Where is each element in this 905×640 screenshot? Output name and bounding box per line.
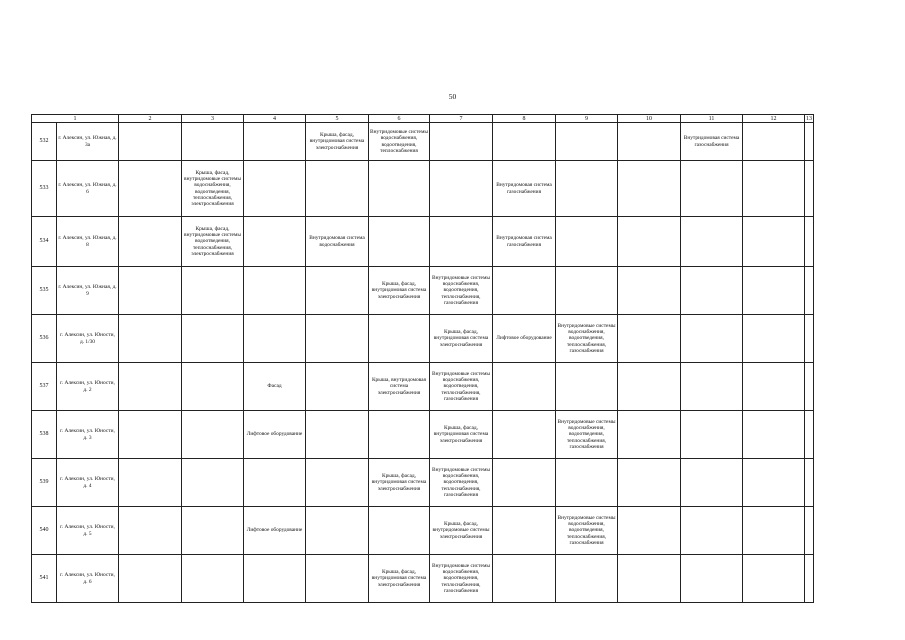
work-type-cell <box>681 315 743 363</box>
cell-text: Крыша, фасад, внутридомовая система электроснабжения <box>309 132 365 151</box>
cell-text: г. Алексин, ул. Южная, д. 3а <box>58 135 117 148</box>
cell-text: Крыша, фасад, внутридомовая система электроснабжения <box>433 329 489 348</box>
work-type-cell <box>430 267 493 315</box>
work-type-cell <box>743 459 805 507</box>
work-type-cell <box>805 507 814 555</box>
cell-text: Лифтовое оборудование <box>246 431 303 438</box>
column-number-row <box>32 115 814 123</box>
work-type-cell <box>618 363 681 411</box>
work-type-cell <box>805 459 814 507</box>
cell-text: г. Алексин, ул. Южная, д. 9 <box>58 284 117 297</box>
work-type-cell <box>306 123 369 161</box>
cell-text: г. Алексин, ул. Юности, д. 5 <box>60 524 115 537</box>
address-cell <box>57 315 119 363</box>
work-type-cell <box>182 161 244 217</box>
work-type-cell <box>556 459 618 507</box>
work-type-cell <box>493 507 556 555</box>
work-type-cell <box>119 507 182 555</box>
work-type-cell <box>743 123 805 161</box>
cell-text: Лифтовое оборудование <box>246 527 303 534</box>
work-type-cell <box>618 217 681 267</box>
work-type-cell <box>306 555 369 603</box>
work-type-cell <box>556 555 618 603</box>
table-row <box>32 363 814 411</box>
work-type-cell <box>244 459 306 507</box>
work-type-cell <box>556 267 618 315</box>
work-type-cell <box>618 123 681 161</box>
work-type-cell <box>556 363 618 411</box>
work-type-cell <box>493 363 556 411</box>
work-type-cell <box>119 411 182 459</box>
work-type-cell <box>493 315 556 363</box>
work-type-cell <box>556 123 618 161</box>
row-number-cell: 535 <box>32 267 57 315</box>
work-type-cell <box>306 161 369 217</box>
work-type-cell <box>306 363 369 411</box>
address-cell <box>57 459 119 507</box>
column-number-cell: 10 <box>618 115 681 123</box>
work-type-cell <box>805 315 814 363</box>
table-row <box>32 459 814 507</box>
work-type-cell <box>805 363 814 411</box>
row-number-cell: 536 <box>32 315 57 363</box>
work-type-cell <box>681 123 743 161</box>
cell-text: г. Алексин, ул. Южная, д. 8 <box>58 235 117 248</box>
row-number-cell: 538 <box>32 411 57 459</box>
work-type-cell <box>430 411 493 459</box>
work-type-cell <box>369 267 430 315</box>
table-row <box>32 411 814 459</box>
work-type-cell <box>618 411 681 459</box>
work-type-cell <box>493 161 556 217</box>
column-number-cell: 3 <box>182 115 244 123</box>
work-type-cell <box>681 459 743 507</box>
cell-text: г. Алексин, ул. Юности, д. 2 <box>60 380 115 393</box>
address-cell <box>57 267 119 315</box>
work-type-cell <box>119 363 182 411</box>
work-type-cell <box>182 267 244 315</box>
work-type-cell <box>182 363 244 411</box>
work-type-cell <box>743 217 805 267</box>
cell-text: Внутридомовые системы водоснабжения, водоотведения, теплоснабжения, газоснабжения <box>432 275 490 306</box>
table-row <box>32 267 814 315</box>
cell-text: Фасад <box>267 383 282 390</box>
column-number-cell: 11 <box>681 115 743 123</box>
work-type-cell <box>244 555 306 603</box>
column-number-cell: 2 <box>119 115 182 123</box>
work-type-cell <box>119 217 182 267</box>
work-type-cell <box>430 363 493 411</box>
work-type-cell <box>369 217 430 267</box>
work-type-cell <box>244 217 306 267</box>
work-type-cell <box>306 217 369 267</box>
row-number-cell: 541 <box>32 555 57 603</box>
address-cell <box>57 411 119 459</box>
table-row <box>32 161 814 217</box>
work-type-cell <box>681 161 743 217</box>
work-type-cell <box>119 459 182 507</box>
work-type-cell <box>306 507 369 555</box>
work-type-cell <box>681 555 743 603</box>
column-number-cell: 9 <box>556 115 618 123</box>
address-cell <box>57 123 119 161</box>
address-cell <box>57 555 119 603</box>
cell-text: г. Алексин, ул. Юности, д. 6 <box>60 572 115 585</box>
repair-schedule-table <box>31 114 814 603</box>
work-type-cell <box>618 161 681 217</box>
work-type-cell <box>556 161 618 217</box>
cell-text: Внутридомовая система газоснабжения <box>496 235 552 248</box>
work-type-cell <box>805 123 814 161</box>
work-type-cell <box>369 459 430 507</box>
cell-text: г. Алексин, ул. Юности, д. 1/30 <box>60 332 115 345</box>
work-type-cell <box>743 411 805 459</box>
column-number-cell: 5 <box>306 115 369 123</box>
column-number-cell: 7 <box>430 115 493 123</box>
work-type-cell <box>556 217 618 267</box>
cell-text: Крыша, фасад, внутридомовая система электроснабжения <box>371 473 427 492</box>
work-type-cell <box>369 507 430 555</box>
work-type-cell <box>244 267 306 315</box>
work-type-cell <box>493 459 556 507</box>
row-number-cell: 537 <box>32 363 57 411</box>
work-type-cell <box>182 459 244 507</box>
work-type-cell <box>743 555 805 603</box>
table-row <box>32 507 814 555</box>
row-number-cell: 539 <box>32 459 57 507</box>
work-type-cell <box>182 315 244 363</box>
work-type-cell <box>430 507 493 555</box>
work-type-cell <box>493 217 556 267</box>
work-type-cell <box>430 555 493 603</box>
work-type-cell <box>306 459 369 507</box>
work-type-cell <box>119 123 182 161</box>
cell-text: Внутридомовая система газоснабжения <box>496 182 552 195</box>
cell-text: Внутридомовая система водоснабжения <box>309 235 365 248</box>
work-type-cell <box>493 123 556 161</box>
work-type-cell <box>556 315 618 363</box>
work-type-cell <box>119 315 182 363</box>
work-type-cell <box>493 555 556 603</box>
column-number-cell: 13 <box>806 115 812 122</box>
column-number-cell: 1 <box>32 115 119 123</box>
column-number-cell: 4 <box>244 115 306 123</box>
work-type-cell <box>618 315 681 363</box>
column-number-cell: 6 <box>369 115 430 123</box>
work-type-cell <box>430 459 493 507</box>
work-type-cell <box>369 161 430 217</box>
work-type-cell <box>681 267 743 315</box>
work-type-cell <box>119 267 182 315</box>
work-type-cell <box>306 315 369 363</box>
work-type-cell <box>805 555 814 603</box>
work-type-cell <box>556 507 618 555</box>
work-type-cell <box>369 411 430 459</box>
table-row <box>32 555 814 603</box>
work-type-cell <box>493 411 556 459</box>
work-type-cell <box>430 161 493 217</box>
cell-text: г. Алексин, ул. Юности, д. 4 <box>60 476 115 489</box>
work-type-cell <box>369 315 430 363</box>
cell-text: Внутридомовые системы водоснабжения, водоотведения, теплоснабжения, газоснабжения <box>557 419 616 450</box>
work-type-cell <box>681 363 743 411</box>
address-cell <box>57 217 119 267</box>
work-type-cell <box>681 411 743 459</box>
work-type-cell <box>805 411 814 459</box>
work-type-cell <box>743 161 805 217</box>
work-type-cell <box>369 123 430 161</box>
work-type-cell <box>182 411 244 459</box>
work-type-cell <box>369 555 430 603</box>
work-type-cell <box>743 267 805 315</box>
row-number-cell: 532 <box>32 123 57 161</box>
row-number-cell: 533 <box>32 161 57 217</box>
work-type-cell <box>618 459 681 507</box>
column-number-cell: 12 <box>743 115 805 123</box>
work-type-cell <box>743 507 805 555</box>
work-type-cell <box>805 161 814 217</box>
work-type-cell <box>681 507 743 555</box>
work-type-cell <box>430 123 493 161</box>
work-type-cell <box>182 217 244 267</box>
work-type-cell <box>244 363 306 411</box>
work-type-cell <box>430 315 493 363</box>
cell-text: Внутридомовая система газоснабжения <box>683 135 740 148</box>
work-type-cell <box>805 267 814 315</box>
cell-text: Крыша, внутридомовая система электроснабжения <box>371 377 427 396</box>
cell-text: Крыша, фасад, внутридомовые системы водоснабжения, водоотведения, теплоснабжения, электроснабжения <box>184 170 241 207</box>
table-row <box>32 217 814 267</box>
cell-text: Внутридомовые системы водоснабжения, водоотведения, теплоснабжения, газоснабжения <box>557 515 616 546</box>
row-number-cell: 534 <box>32 217 57 267</box>
cell-text: Внутридомовые системы водоснабжения, водоотведения, теплоснабжения, газоснабжения <box>557 323 616 354</box>
work-type-cell <box>618 267 681 315</box>
work-type-cell <box>244 507 306 555</box>
page-number: 50 <box>448 92 457 101</box>
work-type-cell <box>119 161 182 217</box>
cell-text: Лифтовое оборудование <box>496 335 552 342</box>
cell-text: Крыша, фасад, внутридомовая система электроснабжения <box>371 281 427 300</box>
cell-text: Внутридомовые системы водоснабжения, водоотведения, теплоснабжения <box>370 129 428 154</box>
cell-text: Крыша, фасад, внутридомовая система электроснабжения <box>371 569 427 588</box>
work-type-cell <box>618 507 681 555</box>
work-type-cell <box>743 363 805 411</box>
work-type-cell <box>182 555 244 603</box>
address-cell <box>57 363 119 411</box>
work-type-cell <box>681 217 743 267</box>
cell-text: Крыша, фасад, внутридомовые системы водоотведения, теплоснабжения, электроснабжения <box>184 226 241 257</box>
table-row <box>32 315 814 363</box>
work-type-cell <box>306 267 369 315</box>
work-type-cell <box>244 411 306 459</box>
work-type-cell <box>182 123 244 161</box>
work-type-cell <box>805 217 814 267</box>
work-type-cell <box>493 267 556 315</box>
work-type-cell <box>369 363 430 411</box>
work-type-cell <box>556 411 618 459</box>
column-number-cell: 8 <box>493 115 556 123</box>
work-type-cell <box>618 555 681 603</box>
work-type-cell <box>306 411 369 459</box>
work-type-cell <box>182 507 244 555</box>
row-number-cell: 540 <box>32 507 57 555</box>
work-type-cell <box>743 315 805 363</box>
work-type-cell <box>244 123 306 161</box>
cell-text: г. Алексин, ул. Юности, д. 3 <box>60 428 115 441</box>
work-type-cell <box>244 315 306 363</box>
cell-text: Крыша, фасад, внутридомовая система электроснабжения <box>433 425 489 444</box>
work-type-cell <box>430 217 493 267</box>
cell-text: г. Алексин, ул. Южная, д. 6 <box>58 182 117 195</box>
cell-text: Внутридомовые системы водоснабжения, водоотведения, теплоснабжения, газоснабжения <box>432 371 490 402</box>
work-type-cell <box>119 555 182 603</box>
cell-text: Внутридомовые системы водоснабжения, водоотведения, теплоснабжения, газоснабжения <box>432 563 490 594</box>
address-cell <box>57 161 119 217</box>
table-row <box>32 123 814 161</box>
cell-text: Крыша, фасад, внутридомовые системы электроснабжения <box>432 521 490 540</box>
work-type-cell <box>244 161 306 217</box>
address-cell <box>57 507 119 555</box>
cell-text: Внутридомовые системы водоснабжения, водоотведения, теплоснабжения, газоснабжения <box>432 467 490 498</box>
